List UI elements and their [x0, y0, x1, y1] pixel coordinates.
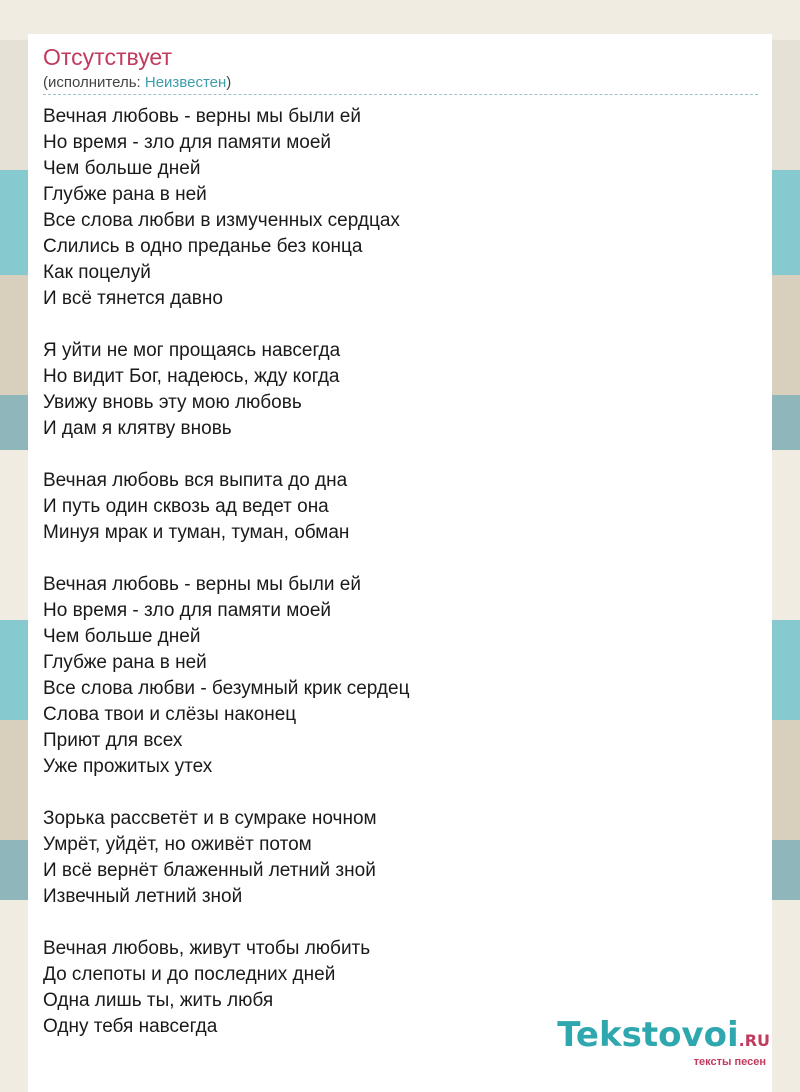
lyric-line: Извечный летний зной [43, 886, 243, 907]
logo-domain: .RU [738, 1031, 770, 1050]
lyric-line: Умрёт, уйдёт, но оживёт потом [43, 834, 312, 855]
lyric-line: И путь один сквозь ад ведет она [43, 496, 329, 517]
site-logo[interactable] [557, 1016, 770, 1068]
divider [43, 94, 758, 95]
logo-wordmark [557, 1016, 770, 1060]
stanza [43, 572, 763, 780]
lyric-line: Одну тебя навсегда [43, 1016, 218, 1037]
lyric-line: И всё вернёт блаженный летний зной [43, 860, 376, 881]
lyric-line: Приют для всех [43, 730, 183, 751]
lyric-line: Чем больше дней [43, 158, 201, 179]
lyric-line: Вечная любовь, живут чтобы любить [43, 938, 371, 959]
lyric-line: Вечная любовь - верны мы были ей [43, 574, 361, 595]
stanza [43, 338, 763, 442]
artist-link[interactable]: Неизвестен [144, 74, 227, 91]
lyric-line: Слились в одно преданье без конца [43, 236, 363, 257]
stanza [43, 104, 763, 312]
lyric-line: Вечная любовь - верны мы были ей [43, 106, 361, 127]
lyric-line: Все слова любви - безумный крик сердец [43, 678, 410, 699]
lyric-line: И дам я клятву вновь [43, 418, 232, 439]
lyric-line: Зорька рассветёт и в сумраке ночном [43, 808, 377, 829]
lyric-line: Но время - зло для памяти моей [43, 132, 332, 153]
lyric-line: До слепоты и до последних дней [43, 964, 336, 985]
lyric-line: Глубже рана в ней [43, 652, 207, 673]
artist-prefix: (исполнитель: [43, 74, 145, 91]
lyric-line: Минуя мрак и туман, туман, обман [43, 522, 350, 543]
stanza [43, 468, 763, 546]
artist-line [43, 74, 231, 91]
lyric-line: Как поцелуй [43, 262, 151, 283]
artist-suffix: ) [226, 74, 232, 91]
lyric-line: Одна лишь ты, жить любя [43, 990, 274, 1011]
lyric-line: Но время - зло для памяти моей [43, 600, 332, 621]
lyric-line: Я уйти не мог прощаясь навсегда [43, 340, 341, 361]
logo-tagline: тексты песен [693, 1056, 766, 1068]
lyric-line: И всё тянется давно [43, 288, 223, 309]
lyric-line: Но видит Бог, надеюсь, жду когда [43, 366, 340, 387]
lyrics-body [43, 104, 763, 1066]
lyric-line: Уже прожитых утех [43, 756, 213, 777]
lyric-line: Глубже рана в ней [43, 184, 207, 205]
lyric-line: Все слова любви в измученных сердцах [43, 210, 400, 231]
logo-name: Tekstovoi [557, 1015, 739, 1055]
song-title: Отсутствует [43, 44, 172, 70]
lyrics-card [28, 34, 772, 1092]
lyric-line: Вечная любовь вся выпита до дна [43, 470, 348, 491]
lyric-line: Чем больше дней [43, 626, 201, 647]
lyric-line: Слова твои и слёзы наконец [43, 704, 297, 725]
stanza [43, 806, 763, 910]
lyric-line: Увижу вновь эту мою любовь [43, 392, 302, 413]
